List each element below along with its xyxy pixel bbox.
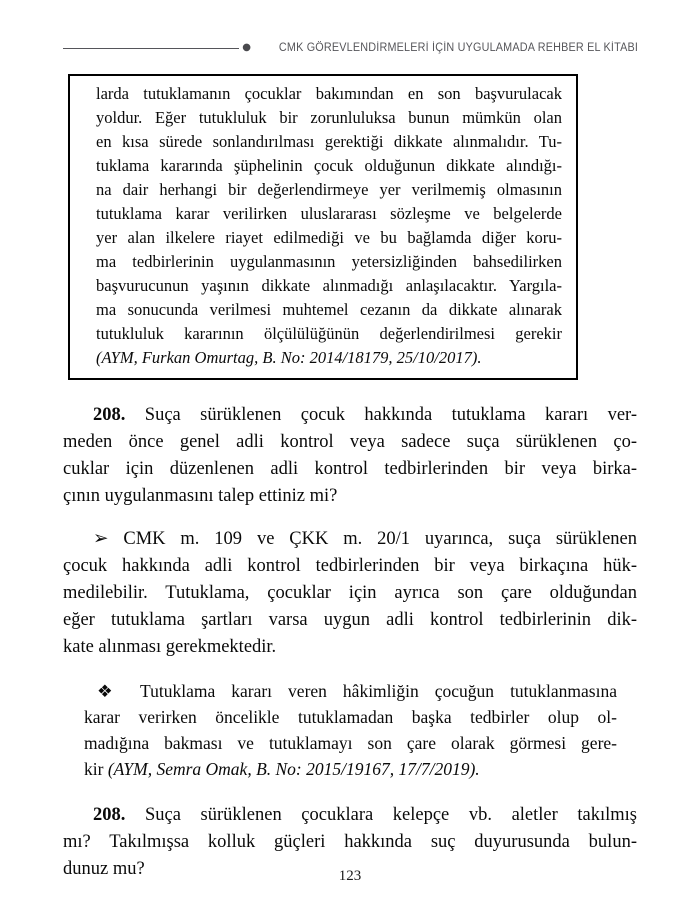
text-line	[96, 322, 562, 346]
text-line	[96, 346, 562, 370]
page-number: 123	[338, 868, 362, 884]
page-body-text	[63, 402, 637, 883]
text-segment: (AYM, Semra Omak, B. No: 2015/19167, 17/7/2019).	[107, 759, 480, 779]
text-segment: başvurucunun yaşının dikkate alınmadığı anlaşılacaktır. Yargıla-	[96, 276, 562, 295]
text-line	[84, 756, 617, 782]
text-segment: CMK m. 109 ve ÇKK m. 20/1 uyarınca, suça sürüklenen	[123, 529, 637, 549]
quote-box	[68, 74, 578, 380]
text-line	[96, 274, 562, 298]
text-line	[63, 607, 637, 634]
text-segment: meden önce genel adli kontrol veya sadece suça sürüklenen ço-	[63, 432, 637, 452]
answer-paragraph	[63, 526, 637, 661]
text-line	[63, 402, 637, 429]
text-segment: kate alınması gerekmektedir.	[63, 637, 277, 657]
text-line	[63, 829, 637, 856]
text-line	[84, 704, 617, 730]
text-segment: (AYM, Furkan Omurtag, B. No: 2014/18179, 25/10/2017).	[96, 348, 482, 367]
header-rule-line	[63, 48, 239, 49]
text-segment: çocuk hakkında adli kontrol tedbirlerinden bir veya birkaçına hük-	[63, 556, 637, 576]
text-segment: Suça sürüklenen çocuklara kelepçe vb. aletler takılmış	[125, 805, 637, 825]
diamond-bullet-icon: ❖	[97, 681, 141, 701]
text-line	[63, 553, 637, 580]
running-header	[63, 40, 638, 56]
text-segment: Suça sürüklenen çocuk hakkında tutuklama kararı ver-	[125, 405, 637, 425]
text-segment: 208.	[93, 405, 126, 425]
text-line	[63, 483, 637, 510]
question-paragraph-208	[63, 402, 637, 510]
case-note-paragraph	[84, 678, 617, 782]
text-line	[96, 178, 562, 202]
text-line	[84, 730, 617, 756]
text-line	[96, 106, 562, 130]
text-segment: cuklar için düzenlenen adli kontrol tedbirlerinden bir veya birka-	[63, 459, 637, 479]
text-segment: ma sonucunda verilmesi muhtemel cezanın da dikkate alınarak	[96, 300, 562, 319]
text-segment: mı? Takılmışsa kolluk güçleri hakkında suç duyurusunda bulun-	[63, 832, 637, 852]
text-line	[96, 154, 562, 178]
text-segment: eğer tutuklama şartları varsa uygun adli kontrol tedbirlerinin dik-	[63, 610, 637, 630]
text-segment: karar verirken öncelikle tutuklamadan başka tedbirler olup ol-	[84, 707, 617, 727]
text-line	[84, 678, 617, 704]
text-line	[96, 298, 562, 322]
text-line	[63, 429, 637, 456]
text-line	[96, 202, 562, 226]
text-line	[63, 802, 637, 829]
text-segment: çının uygulanmasını talep ettiniz mi?	[63, 486, 338, 506]
arrow-bullet-icon: ➢	[93, 529, 124, 549]
running-header-title: CMK GÖREVLENDİRMELERİ İÇİN UYGULAMADA REHBER EL KİTABI	[278, 42, 638, 54]
text-line	[96, 226, 562, 250]
text-segment: ma tedbirlerinin uygulanmasının yetersizliğinden bahsedilirken	[96, 252, 562, 271]
text-line	[96, 82, 562, 106]
text-segment: kir	[84, 759, 108, 779]
text-segment: yoldur. Eğer tutukluluk bir zorunluluksa bunun mümkün olan	[96, 108, 562, 127]
text-segment: tutukluluk kararının ölçülülüğünün değerlendirilmesi gerekir	[96, 324, 562, 343]
text-segment: larda tutuklamanın çocuklar bakımından en son başvurulacak	[96, 84, 562, 103]
text-segment: dunuz mu?	[63, 859, 145, 879]
text-line	[63, 634, 637, 661]
text-segment: tutuklama karar verilirken uluslararası sözleşme ve belgelerde	[96, 204, 562, 223]
text-segment: madığına bakması ve tutuklamayı son çare olarak görmesi gere-	[84, 733, 617, 753]
text-segment: en kısa sürede sonlandırılması gerektiği dikkate alınmalıdır. Tu-	[96, 132, 562, 151]
text-segment: 208.	[93, 805, 126, 825]
text-line	[63, 580, 637, 607]
text-segment: yer alan ilkelere riayet edilmediği ve bu bağlamda diğer koru-	[96, 228, 562, 247]
text-line	[63, 526, 637, 553]
text-line	[63, 456, 637, 483]
text-segment: na dair herhangi bir değerlendirmeye yer verilmemiş olmasının	[96, 180, 562, 199]
text-line	[96, 130, 562, 154]
text-segment: tuklama kararında şüphelinin çocuk olduğunun dikkate alındığı-	[96, 156, 562, 175]
text-line	[96, 250, 562, 274]
text-segment: medilebilir. Tutuklama, çocuklar için ayrıca son çare olduğundan	[63, 583, 637, 603]
header-bullet-icon: ●	[242, 42, 251, 53]
quote-box-text	[96, 82, 562, 370]
text-segment: Tutuklama kararı veren hâkimliğin çocuğun tutuklanmasına	[140, 681, 617, 701]
